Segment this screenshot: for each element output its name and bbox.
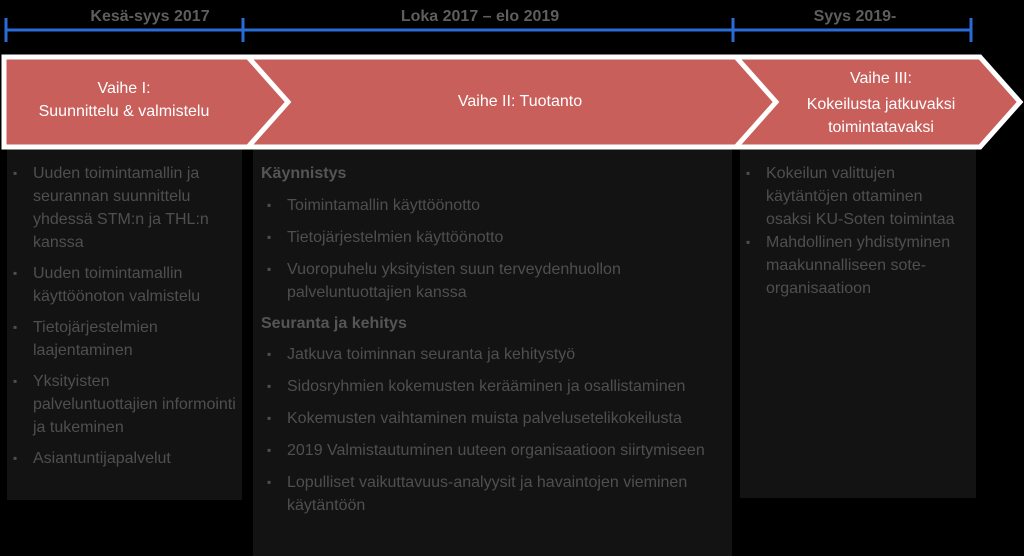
list-item: ▪ Uuden toimintamallin käyttöönoton valmistelu <box>7 262 236 308</box>
list-item: ▪ Lopulliset vaikuttavuus-analyysit ja havaintojen vieminen käytäntöön <box>261 471 722 517</box>
list-item: ▪ Kokeilun valittujen käytäntöjen ottaminen osaksi KU-Soten toimintaa <box>740 162 966 231</box>
phase-1-subtitle: Suunnittelu & valmistelu <box>38 103 210 120</box>
period-label-3: Syys 2019- <box>813 8 897 25</box>
phase-3-title: Vaihe III: <box>850 70 912 87</box>
list-item: ▪ Kokemusten vaihtaminen muista palvelusetelikokeilusta <box>261 407 722 430</box>
phase-1-label <box>10 77 238 123</box>
list-item: ▪ Mahdollinen yhdistyminen maakunnalliseen sote-organisaatioon <box>740 231 966 300</box>
section-heading-seuranta: Seuranta ja kehitys <box>261 315 407 332</box>
period-label-2: Loka 2017 – elo 2019 <box>400 8 560 25</box>
list-item: ▪ Jatkuva toiminnan seuranta ja kehitystyö <box>261 343 722 366</box>
phase-1-title: Vaihe I: <box>97 80 151 97</box>
list-item: ▪ Tietojärjestelmien käyttöönotto <box>261 226 722 249</box>
list-item: ▪ Asiantuntijapalvelut <box>7 447 236 470</box>
list-item: ▪ 2019 Valmistautuminen uuteen organisaatioon siirtymiseen <box>261 439 722 462</box>
list-item: ▪ Uuden toimintamallin ja seurannan suunnittelu yhdessä STM:n ja THL:n kanssa <box>7 162 236 254</box>
list-item: ▪ Sidosryhmien kokemusten kerääminen ja osallistaminen <box>261 375 722 398</box>
list-item: ▪ Toimintamallin käyttöönotto <box>261 194 722 217</box>
timeline-bar <box>6 18 971 42</box>
phase-2-label: Vaihe II: Tuotanto <box>457 93 583 110</box>
list-item: ▪ Tietojärjestelmien laajentaminen <box>7 316 236 362</box>
list-item: ▪ Yksityisten palveluntuottajien informointi ja tukeminen <box>7 370 236 439</box>
list-item: ▪ Vuoropuhelu yksityisten suun terveydenhuollon palveluntuottajien kanssa <box>261 258 722 304</box>
phase-3-label <box>784 67 978 139</box>
phase-3-subtitle: Kokeilusta jatkuvaksi toimintatavaksi <box>806 96 956 136</box>
section-heading-kaynnistys: Käynnistys <box>261 165 347 182</box>
period-label-1: Kesä-syys 2017 <box>90 8 210 25</box>
